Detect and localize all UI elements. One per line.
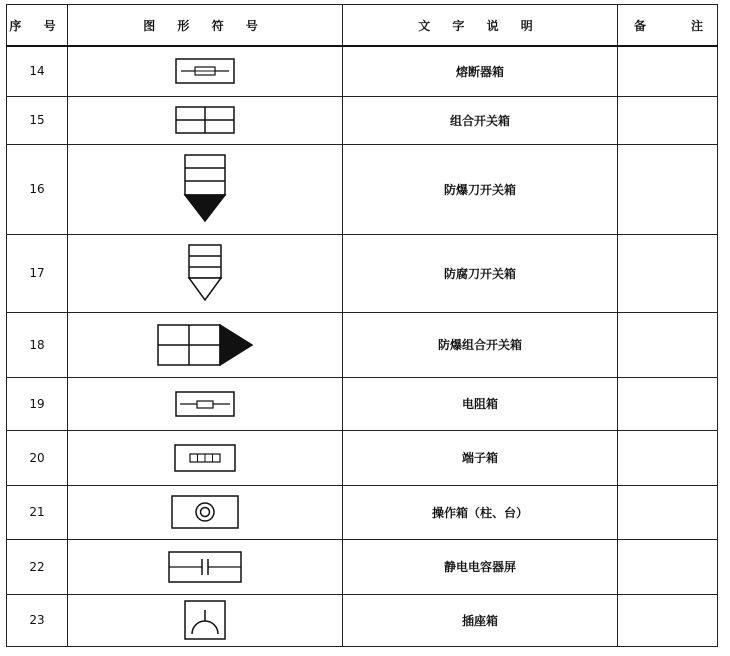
- row-desc: 防爆组合开关箱: [343, 312, 618, 377]
- symbol-cell: [68, 594, 343, 646]
- header-remark: [618, 5, 718, 47]
- header-description: 文 字 说 明: [343, 5, 618, 47]
- fuse-box-icon: [175, 58, 235, 84]
- table-header-row: [7, 5, 718, 47]
- row-num: 22: [7, 539, 68, 594]
- row-desc: 防爆刀开关箱: [343, 144, 618, 234]
- header-remark-right: 注: [690, 18, 703, 33]
- row-remark: [618, 430, 718, 485]
- row-remark: [618, 539, 718, 594]
- socket-box-icon: [184, 600, 226, 640]
- row-desc: 端子箱: [343, 430, 618, 485]
- row-num: 19: [7, 377, 68, 430]
- row-remark: [618, 96, 718, 144]
- symbol-table: [6, 4, 718, 647]
- header-symbol: 图 形 符 号: [68, 5, 343, 47]
- table-row: [7, 485, 718, 539]
- row-desc: 防腐刀开关箱: [343, 234, 618, 312]
- row-num: 16: [7, 144, 68, 234]
- row-num: 17: [7, 234, 68, 312]
- combination-switch-box-icon: [175, 106, 235, 134]
- symbol-cell: [68, 46, 343, 96]
- operation-box-icon: [171, 495, 239, 529]
- header-remark-left: 备: [634, 18, 647, 33]
- row-num: 20: [7, 430, 68, 485]
- table-row: [7, 430, 718, 485]
- capacitor-panel-icon: [168, 551, 242, 583]
- table-row: [7, 594, 718, 646]
- row-num: 21: [7, 485, 68, 539]
- row-remark: [618, 594, 718, 646]
- table-row: [7, 312, 718, 377]
- explosion-proof-knife-switch-box-icon: [183, 154, 227, 224]
- symbol-cell: [68, 144, 343, 234]
- row-desc: 熔断器箱: [343, 46, 618, 96]
- symbol-cell: [68, 539, 343, 594]
- row-desc: 插座箱: [343, 594, 618, 646]
- symbol-cell: [68, 430, 343, 485]
- table-row: [7, 46, 718, 96]
- table-row: [7, 377, 718, 430]
- table-row: [7, 96, 718, 144]
- row-num: 15: [7, 96, 68, 144]
- row-num: 14: [7, 46, 68, 96]
- row-remark: [618, 377, 718, 430]
- row-num: 18: [7, 312, 68, 377]
- row-remark: [618, 234, 718, 312]
- terminal-box-icon: [174, 444, 236, 472]
- row-remark: [618, 46, 718, 96]
- symbol-cell: [68, 485, 343, 539]
- anticorrosion-knife-switch-box-icon: [187, 244, 223, 302]
- table-row: [7, 144, 718, 234]
- symbol-cell: [68, 96, 343, 144]
- symbol-cell: [68, 377, 343, 430]
- table-row: [7, 539, 718, 594]
- header-num: 序 号: [7, 5, 68, 47]
- explosion-proof-combination-switch-box-icon: [156, 324, 254, 366]
- row-desc: 组合开关箱: [343, 96, 618, 144]
- row-num: 23: [7, 594, 68, 646]
- row-remark: [618, 485, 718, 539]
- symbol-cell: [68, 234, 343, 312]
- row-desc: 静电电容器屏: [343, 539, 618, 594]
- table-row: [7, 234, 718, 312]
- symbol-cell: [68, 312, 343, 377]
- row-remark: [618, 144, 718, 234]
- row-remark: [618, 312, 718, 377]
- row-desc: 电阻箱: [343, 377, 618, 430]
- row-desc: 操作箱（柱、台）: [343, 485, 618, 539]
- resistor-box-icon: [175, 391, 235, 417]
